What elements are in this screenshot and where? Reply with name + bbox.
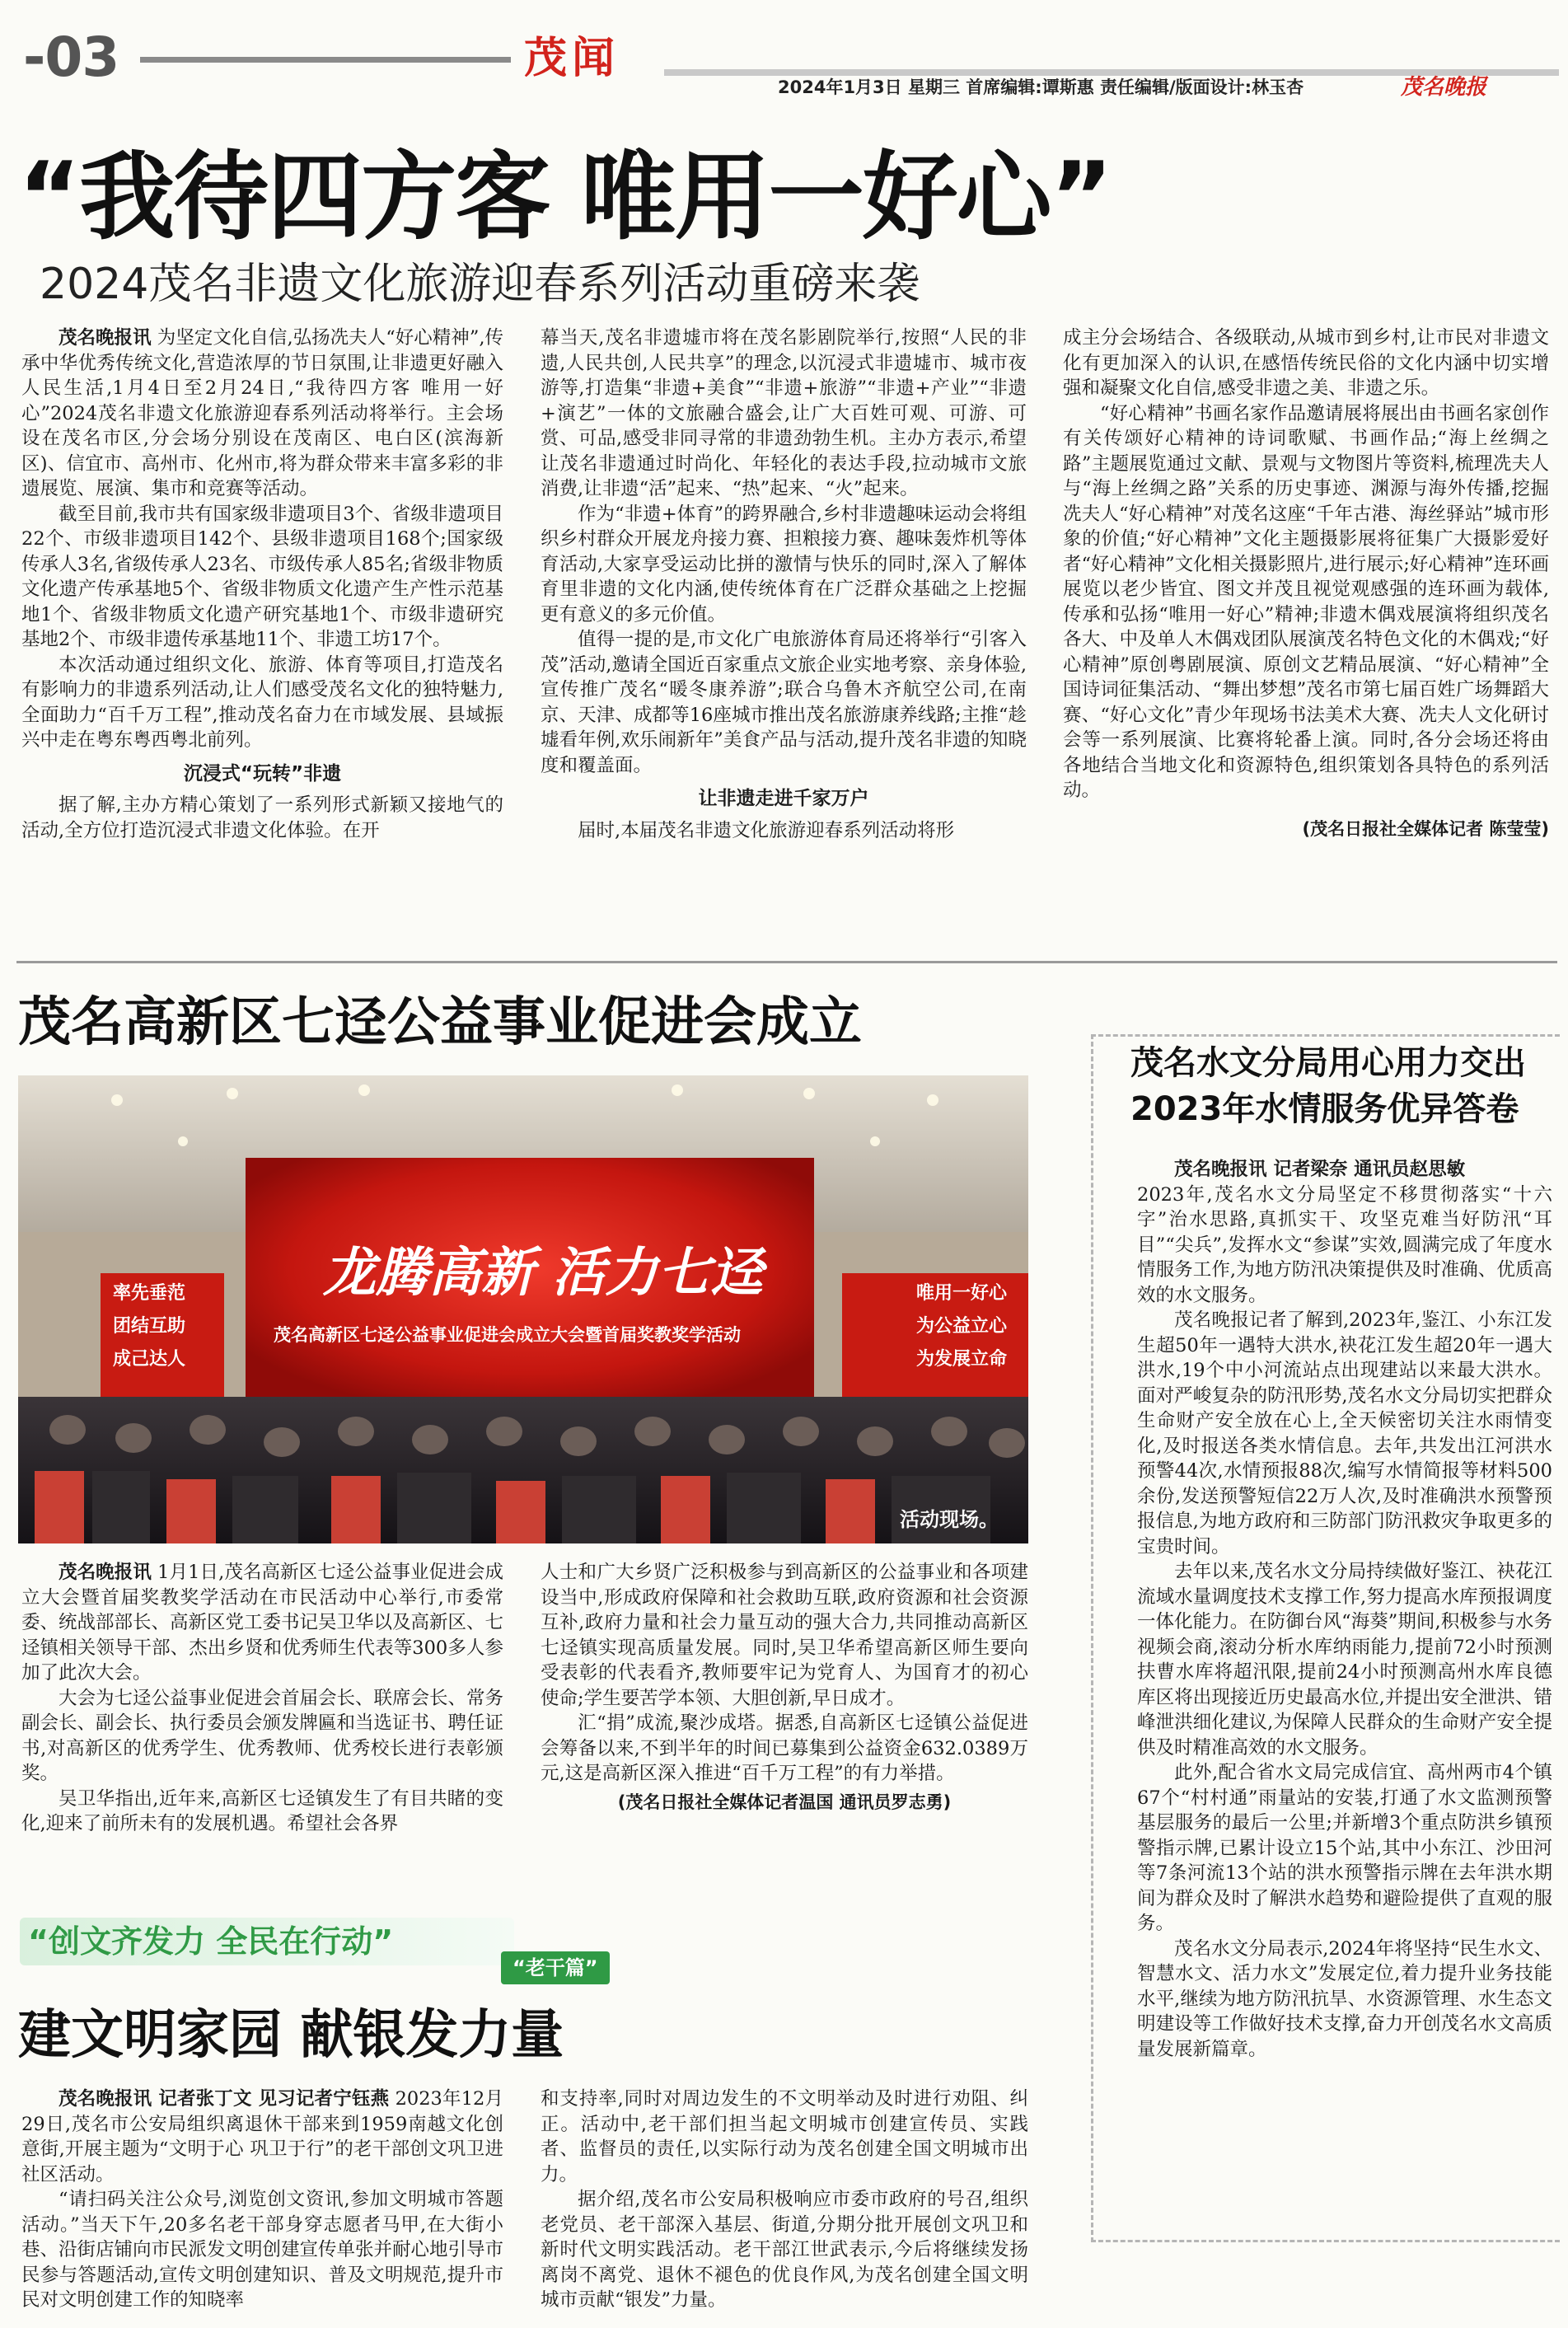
story1-paragraph: 成主分会场结合、各级联动,从城市到乡村,让市民对非遗文化有更加深入的认识,在感悟传统民俗的文化内涵中切实增强和凝聚文化自信,感受非遗之美、非遗之乐。 (1063, 327, 1549, 399)
story4-paragraph: 2023年,茂名水文分局坚定不移贯彻落实“十六字”治水思路,真抓实干、攻坚克难当好防汛“耳目”“尖兵”,发挥水文“参谋”实效,圆满完成了年度水情服务工作,为地方防汛决策提供及时准确、优质高效的水文服务。 (1137, 1183, 1552, 1306)
photo-right-panel (916, 1277, 1007, 1376)
story1-subhead: 沉浸式“玩转”非遗 (183, 762, 342, 785)
photo-banner-slogan: 龙腾高新 活力七迳 (323, 1242, 764, 1304)
story2-column-1 (21, 1560, 503, 1881)
campaign-banner-text: “创文齐发力 全民在行动” (28, 1923, 394, 1960)
panel-line: 团结互助 (113, 1316, 186, 1337)
story1-paragraph: 截至目前,我市共有国家级非遗项目3个、省级非遗项目22个、市级非遗项目142个、县级非遗项目168个;国家级传承人3名,省级传承人23名、市级传承人85名;省级非物质文化遗产传承基地5个、省级非物质文化遗产生产性示范基地1个、省级非物质文化遗产研究基地1个、市级非遗研究基地2个、市级非遗传承基地11个、非遗工坊17个。 (21, 503, 503, 650)
event-photo (18, 1075, 1028, 1543)
story3-title: 建文明家园 献银发力量 (18, 2005, 564, 2066)
story2-paragraph: 大会为七迳公益事业促进会首届会长、联席会长、常务副会长、副会长、执行委员会颁发牌匾和当选证书、聘任证书,对高新区的优秀学生、优秀教师、优秀校长进行表彰颁奖。 (21, 1687, 503, 1784)
header-rule-left (140, 57, 511, 63)
story3-paragraph: 2023年12月29日,茂名市公安局组织离退休干部来到1959南越文化创意街,开展主题为“文明于心 巩卫于行”的老干部创文巩卫进社区活动。 (21, 2088, 503, 2185)
story4-title-line-1: 茂名水文分局用心用力交出 (1130, 1044, 1526, 1082)
story1-column-2 (541, 326, 1027, 919)
story1-paragraph: 届时,本届茂名非遗文化旅游迎春系列活动将形 (578, 819, 955, 841)
date-line: 2024年1月3日 星期三 首席编辑:谭斯惠 责任编辑/版面设计:林玉杏 (778, 77, 1304, 97)
story1-subhead: 让非遗走进千家万户 (698, 788, 869, 809)
photo-left-panel (113, 1277, 185, 1376)
panel-line: 为发展立命 (916, 1349, 1008, 1370)
story3-paragraph: “请扫码关注公众号,浏览创文资讯,参加文明城市答题活动。”当天下午,20多名老干部身穿志愿者马甲,在大街小巷、沿街店铺向市民派发文明创建宣传单张并耐心地引导市民参与答题活动,宣传文明创建知识、普及文明规范,提升市民对文明创建工作的知晓率 (21, 2189, 503, 2311)
story4-paragraph: 此外,配合省水文局完成信宜、高州两市4个镇67个“村村通”雨量站的安装,打通了水文监测预警基层服务的最后一公里;并新增3个重点防洪乡镇预警指示牌,已累计设立15个站,其中小东江、沙田河等7条河流13个站的洪水预警指示牌在去年洪水期间为群众及时了解洪水趋势和避险提供了直观的服务。 (1137, 1762, 1552, 1934)
story1-byline: (茂名日报社全媒体记者 陈莹莹) (1302, 818, 1549, 839)
story2-paragraph: 1月1日,茂名高新区七迳公益事业促进会成立大会暨首届奖教奖学活动在市民活动中心举行,市委常委、统战部部长、高新区党工委书记吴卫华以及高新区、七迳镇相关领导干部、杰出乡贤和优秀师生代表等300多人参加了此次大会。 (21, 1562, 503, 1684)
photo-caption: 活动现场。 (900, 1508, 999, 1531)
story4-paragraph: 茂名水文分局表示,2024年将坚持“民生水文、智慧水文、活力水文”发展定位,着力提升业务技能水平,继续为地方防汛抗旱、水资源管理、水生态文明建设等工作做好技术支撑,奋力开创茂名水文高质量发展新篇章。 (1137, 1937, 1552, 2060)
panel-line: 为公益立心 (916, 1316, 1008, 1337)
story1-column-1 (21, 326, 503, 919)
story3-lead: 茂名晚报讯 记者张丁文 见习记者宁钰燕 (59, 2088, 390, 2110)
story2-title: 茂名高新区七迳公益事业促进会成立 (18, 992, 862, 1053)
story4-column (1137, 1157, 1552, 2228)
masthead-logo: 茂名晚报 (1401, 75, 1487, 100)
panel-line: 唯用一好心 (916, 1283, 1008, 1304)
story2-paragraph: 汇“捐”成流,聚沙成塔。据悉,自高新区七迳镇公益促进会筹备以来,不到半年的时间已募集到公益资金632.0389万元,这是高新区深入推进“百千万工程”的有力举措。 (541, 1712, 1028, 1784)
story1-title: “我待四方客 唯用一好心” (18, 142, 1112, 253)
story1-lead: 茂名晚报讯 (59, 327, 152, 349)
story4-lead: 茂名晚报讯 记者梁奈 通讯员赵思敏 (1174, 1159, 1466, 1180)
story2-paragraph: 人士和广大乡贤广泛积极参与到高新区的公益事业和各项建设当中,形成政府保障和社会救助互联,政府资源和社会资源互补,政府力量和社会力量互动的强大合力,共同推动高新区七迳镇实现高质量发展。同时,吴卫华希望高新区师生要向受表彰的代表看齐,教师要牢记为党育人、为国育才的初心使命;学生要苦学本领、大胆创新,早日成才。 (541, 1562, 1028, 1709)
story1-paragraph: “好心精神”书画名家作品邀请展将展出由书画名家创作有关传颂好心精神的诗词歌赋、书画作品;“海上丝绸之路”主题展览通过文献、景观与文物图片等资料,梳理冼夫人与“海上丝绸之路”关系的历史事迹、渊源与海外传播,挖掘冼夫人“好心精神”对茂名这座“千年古港、海丝驿站”城市形象的价值;“好心精神”文化主题摄影展将征集广大摄影爱好者“好心精神”文化相关摄影照片,进行展示;好心精神”连环画展览以老少皆宜、图文并茂且视觉观感强的连环画为载体,传承和弘扬“唯用一好心”精神;非遗木偶戏展演将组织茂名各大、中及单人木偶戏团队展演茂名特色文化的木偶戏;“好心精神”原创粤剧展演、原创文艺精品展演、“好心精神”全国诗词征集活动、“舞出梦想”茂名市第七届百姓广场舞蹈大赛、“好心文化”青少年现场书法美术大赛、冼夫人文化研讨会等一系列展演、比赛将轮番上演。同时,各分会场还将由各地结合当地文化和资源特色,组织策划各具特色的系列活动。 (1063, 402, 1549, 801)
story1-paragraph: 本次活动通过组织文化、旅游、体育等项目,打造茂名有影响力的非遗系列活动,让人们感受茂名文化的独特魅力,全面助力“百千万工程”,推动茂名奋力在市域发展、县域振兴中走在粤东粤西粤北前列。 (21, 653, 503, 751)
story3-column-1 (21, 2087, 503, 2326)
story4-paragraph: 茂名晚报记者了解到,2023年,鉴江、小东江发生超50年一遇特大洪水,袂花江发生超20年一遇大洪水,19个中小河流站点出现建站以来最大洪水。面对严峻复杂的防汛形势,茂名水文分局切实把群众生命财产安全放在心上,全天候密切关注水雨情变化,及时报送各类水情信息。去年,共发出江河洪水预警44次,水情预报88次,编写水情简报等材料500余份,发送预警短信22万人次,及时准确洪水预警预报信息,为地方政府和三防部门防汛救灾争取更多的宝贵时间。 (1137, 1309, 1552, 1557)
story4-title-line-2: 2023年水情服务优异答卷 (1130, 1090, 1519, 1128)
section-label: 茂闻 (524, 33, 620, 83)
panel-line: 成己达人 (113, 1349, 186, 1370)
photo-banner-caption: 茂名高新区七迳公益事业促进会成立大会暨首届奖教奖学活动 (274, 1325, 741, 1345)
story3-paragraph: 据介绍,茂名市公安局积极响应市委市政府的号召,组织老党员、老干部深入基层、街道,分期分批开展创文巩卫和新时代文明实践活动。老干部江世武表示,今后将继续发扬离岗不离党、退休不褪色的优良作风,为茂名创建全国文明城市贡献“银发”力量。 (541, 2189, 1028, 2311)
story1-paragraph: 为坚定文化自信,弘扬冼夫人“好心精神”,传承中华优秀传统文化,营造浓厚的节日氛围,让非遗更好融入人民生活,1月4日至2月24日,“我待四方客 唯用一好心”2024茂名非遗文化旅游迎春系列活动将举行。主会场设在茂名市区,分会场分别设在茂南区、电白区(滨海新区)、信宜市、高州市、化州市,将为群众带来丰富多彩的非遗展览、展演、集市和竞赛等活动。 (21, 327, 503, 499)
campaign-banner (20, 1918, 514, 1965)
story1-paragraph: 值得一提的是,市文化广电旅游体育局还将举行“引客入茂”活动,邀请全国近百家重点文旅企业实地考察、亲身体验,宣传推广茂名“暖冬康养游”;联合乌鲁木齐航空公司,在南京、天津、成都等16座城市推出茂名旅游康养线路;主推“趁墟看年例,欢乐闹新年”美食产品与活动,提升茂名非遗的知晓度和覆盖面。 (541, 629, 1027, 776)
story4-paragraph: 去年以来,茂名水文分局持续做好鉴江、袂花江流域水量调度技术支撑工作,努力提高水库预报调度一体化能力。在防御台风“海葵”期间,积极参与水务视频会商,滚动分析水库纳雨能力,提前72小时预测扶曹水库将超汛限,提前24小时预测高州水库良德库区将出现接近历史最高水位,并提出安全泄洪、错峰泄洪细化建议,为保障人民群众的生命财产安全提供及时精准高效的水文服务。 (1137, 1561, 1552, 1759)
story1-subtitle: 2024茂名非遗文化旅游迎春系列活动重磅来袭 (40, 260, 920, 309)
story2-byline: (茂名日报社全媒体记者温国 通讯员罗志勇) (617, 1792, 952, 1812)
story3-paragraph: 和支持率,同时对周边发生的不文明举动及时进行劝阻、纠正。活动中,老干部们担当起文明城市创建宣传员、实践者、监督员的责任,以实际行动为茂名创建全国文明城市出力。 (541, 2088, 1028, 2185)
story2-column-2 (541, 1560, 1028, 1881)
panel-line: 率先垂范 (113, 1283, 186, 1304)
story3-column-2 (541, 2087, 1028, 2326)
story2-paragraph: 吴卫华指出,近年来,高新区七迳镇发生了有目共睹的变化,迎来了前所未有的发展机遇。希望社会各界 (21, 1787, 503, 1834)
page-number: -03 (23, 26, 119, 89)
sidebar-title-box (1130, 1040, 1559, 1132)
story1-column-3 (1063, 326, 1549, 935)
story2-lead: 茂名晚报讯 (59, 1562, 152, 1583)
story1-paragraph: 据了解,主办方精心策划了一系列形式新颖又接地气的活动,全方位打造沉浸式非遗文化体验。在开 (21, 794, 503, 841)
divider (16, 961, 1557, 963)
campaign-tag: “老干篇” (501, 1951, 610, 1984)
story1-paragraph: 作为“非遗+体育”的跨界融合,乡村非遗趣味运动会将组织乡村群众开展龙舟接力赛、担粮接力赛、趣味轰炸机等体育活动,大家享受运动比拼的激情与快乐的同时,深入了解体育里非遗的文化内涵,使传统体育在广泛群众基础之上挖掘更有意义的多元价值。 (541, 503, 1027, 625)
story1-paragraph: 幕当天,茂名非遗墟市将在茂名影剧院举行,按照“人民的非遗,人民共创,人民共享”的理念,以沉浸式非遗墟市、城市夜游等,打造集“非遗+美食”“非遗+旅游”“非遗+产业”“非遗+演艺”一体的文旅融合盛会,让广大百姓可观、可游、可赏、可品,感受非同寻常的非遗劲勃生机。主办方表示,希望让茂名非遗通过时尚化、年轻化的表达手段,拉动城市文旅消费,让非遗“活”起来、“热”起来、“火”起来。 (541, 327, 1027, 499)
